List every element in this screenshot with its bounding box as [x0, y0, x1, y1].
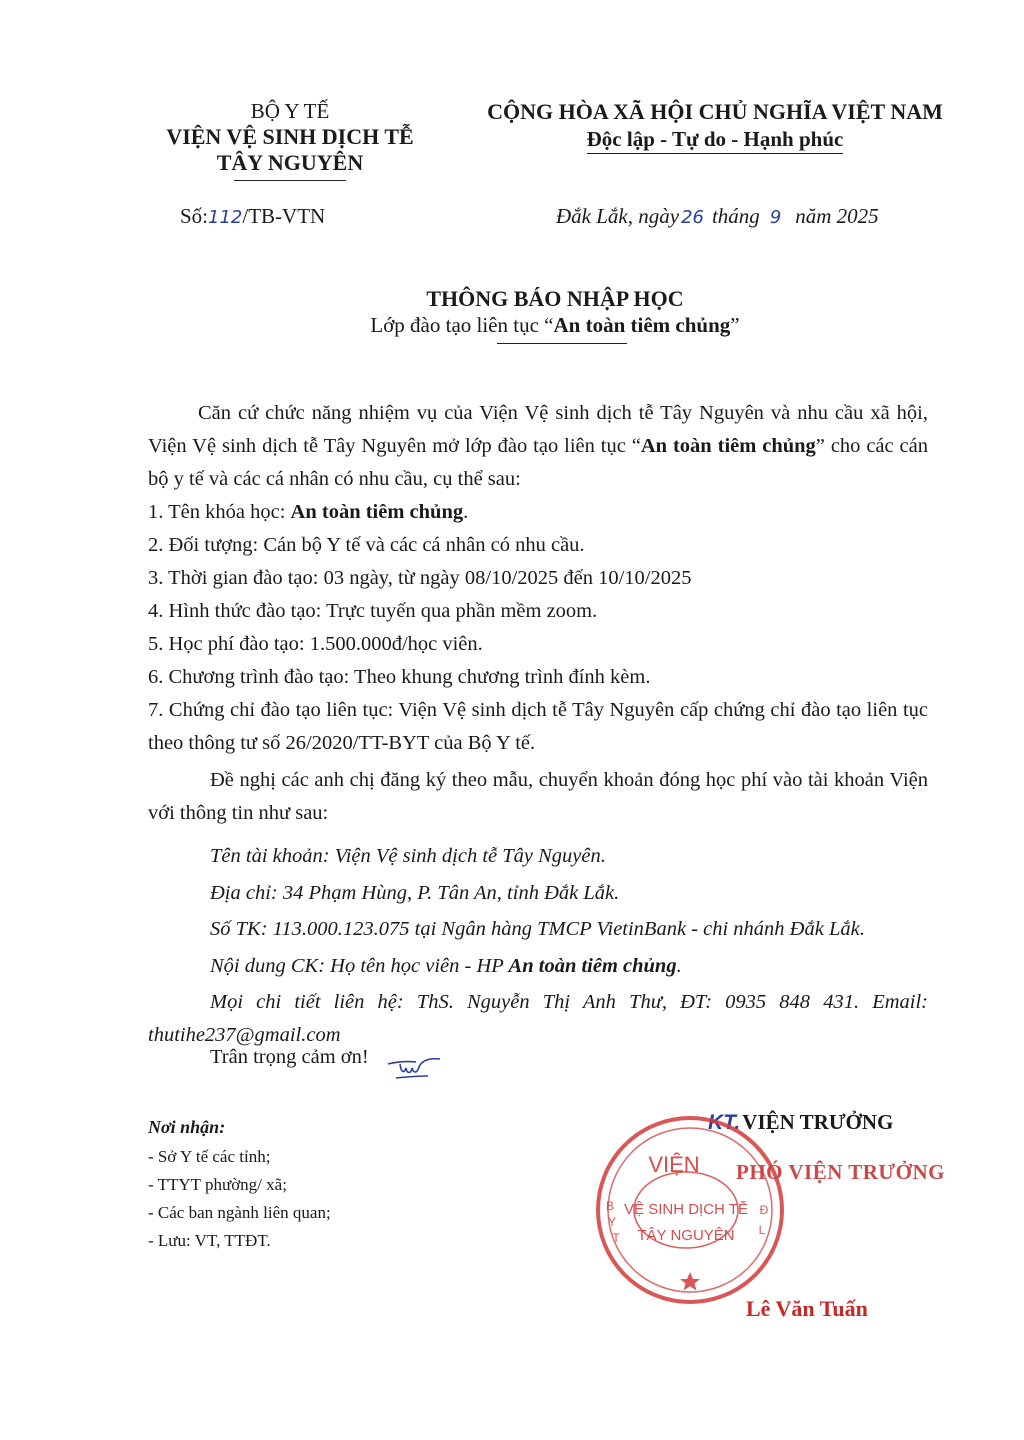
date-month-label: tháng	[711, 204, 760, 228]
subtitle-prefix: Lớp đào tạo liên tục “	[370, 313, 554, 337]
intro-course: An toàn tiêm chủng	[640, 435, 816, 457]
date-place: Đắk Lắk, ngày	[556, 204, 680, 228]
header-left-underline	[234, 180, 346, 181]
intro-text-before: Căn cứ chức năng nhiệm vụ của Viện Vệ sinh dịch tễ Tây Nguyên và nhu cầu xã hội, Viện Vệ sinh dịch tễ Tây Nguyên mở lớp đào tạo liên tục “	[148, 402, 928, 457]
recipients-label: Nơi nhận:	[148, 1117, 226, 1137]
doc-number-handwritten: 112	[208, 207, 243, 228]
bank-account-info	[148, 840, 928, 1052]
svg-text:Y: Y	[607, 1215, 617, 1229]
date-year: năm 2025	[795, 204, 879, 228]
handwritten-kt-mark: KT.	[708, 1111, 741, 1134]
list-item: 4. Hình thức đào tạo: Trực tuyến qua phần mềm zoom.	[148, 600, 598, 622]
initials-signature-icon	[386, 1052, 446, 1080]
subtitle-underline	[497, 343, 627, 344]
svg-text:B: B	[605, 1199, 615, 1213]
transfer-content-course: An toàn tiêm chủng	[508, 954, 677, 977]
deputy-title-stamp: PHÓ VIỆN TRƯỞNG	[736, 1160, 945, 1184]
transfer-content-end: .	[676, 954, 682, 977]
issuer-header	[130, 98, 450, 181]
list-item: - Lưu: VT, TTĐT.	[148, 1231, 271, 1250]
national-motto: Độc lập - Tự do - Hạnh phúc	[587, 127, 844, 154]
subtitle-suffix: ”	[730, 313, 740, 337]
institute-name-line2: TÂY NGUYÊN	[216, 150, 364, 175]
official-seal-stamp	[590, 1110, 790, 1310]
national-header	[470, 98, 960, 152]
item-1-value: An toàn tiêm chủng	[290, 501, 464, 523]
closing-thanks: Trân trọng cảm ơn!	[210, 1046, 369, 1068]
svg-text:L: L	[758, 1223, 766, 1237]
document-subtitle	[0, 313, 1024, 338]
doc-number-suffix: /TB-VTN	[242, 204, 326, 228]
account-address: Địa chỉ: 34 Phạm Hùng, P. Tân An, tỉnh Đắk Lắk.	[210, 881, 620, 904]
svg-text:T: T	[612, 1231, 620, 1245]
request-paragraph: Đề nghị các anh chị đăng ký theo mẫu, chuyển khoản đóng học phí vào tài khoản Viện với thông tin như sau:	[148, 769, 928, 824]
document-number	[180, 204, 325, 229]
list-item: - TTYT phường/ xã;	[148, 1175, 287, 1194]
intro-text-after: ” cho các cán bộ y tế và các cá nhân có nhu cầu, cụ thể sau:	[148, 435, 928, 490]
date-month: 9	[769, 207, 782, 228]
svg-text:Đ: Đ	[759, 1203, 769, 1217]
subtitle-course: An toàn tiêm chủng	[553, 313, 731, 337]
recipients-block	[148, 1113, 331, 1255]
item-1-end: .	[463, 501, 469, 523]
intro-paragraph	[148, 397, 928, 496]
item-1-label: 1. Tên khóa học:	[148, 501, 291, 523]
list-item	[148, 496, 938, 529]
place-and-date	[556, 204, 879, 229]
signer-title: VIỆN TRƯỞNG	[742, 1110, 894, 1134]
course-details-list	[148, 496, 938, 760]
list-item: 5. Học phí đào tạo: 1.500.000đ/học viên.	[148, 633, 483, 655]
list-item: 6. Chương trình đào tạo: Theo khung chương trình đính kèm.	[148, 666, 651, 688]
svg-text:VỆ SINH DỊCH TỄ: VỆ SINH DỊCH TỄ	[624, 1201, 748, 1218]
list-item: - Các ban ngành liên quan;	[148, 1203, 331, 1222]
signer-name: Lê Văn Tuấn	[746, 1296, 868, 1321]
transfer-content	[148, 950, 928, 983]
svg-text:VIỆN: VIỆN	[648, 1152, 700, 1177]
account-number: Số TK: 113.000.123.075 tại Ngân hàng TMCP VietinBank - chi nhánh Đắk Lắk.	[210, 918, 865, 940]
list-item: 2. Đối tượng: Cán bộ Y tế và các cá nhân có nhu cầu.	[148, 534, 585, 556]
list-item: 3. Thời gian đào tạo: 03 ngày, từ ngày 08/10/2025 đến 10/10/2025	[148, 567, 692, 589]
institute-name-line1: VIỆN VỆ SINH DỊCH TỄ	[166, 124, 414, 149]
account-name: Tên tài khoản: Viện Vệ sinh dịch tễ Tây Nguyên.	[210, 845, 606, 867]
ministry-name: BỘ Y TẾ	[250, 99, 330, 123]
document-title: THÔNG BÁO NHẬP HỌC	[426, 286, 684, 311]
svg-text:TÂY NGUYÊN: TÂY NGUYÊN	[637, 1227, 735, 1244]
date-day: 26	[681, 207, 704, 228]
list-item: 7. Chứng chỉ đào tạo liên tục: Viện Vệ sinh dịch tễ Tây Nguyên cấp chứng chỉ đào tạo liên tục theo thông tư số 26/2020/TT-BYT của Bộ Y tế.	[148, 699, 928, 754]
contact-info: Mọi chi tiết liên hệ: ThS. Nguyễn Thị Anh Thư, ĐT: 0935 848 431. Email: thutihe237@gmail.com	[148, 991, 928, 1046]
list-item: - Sở Y tế các tỉnh;	[148, 1147, 271, 1166]
doc-number-prefix: Số:	[180, 204, 209, 228]
country-name: CỘNG HÒA XÃ HỘI CHỦ NGHĨA VIỆT NAM	[487, 99, 943, 124]
transfer-content-prefix: Nội dung CK: Họ tên học viên - HP	[210, 954, 509, 977]
